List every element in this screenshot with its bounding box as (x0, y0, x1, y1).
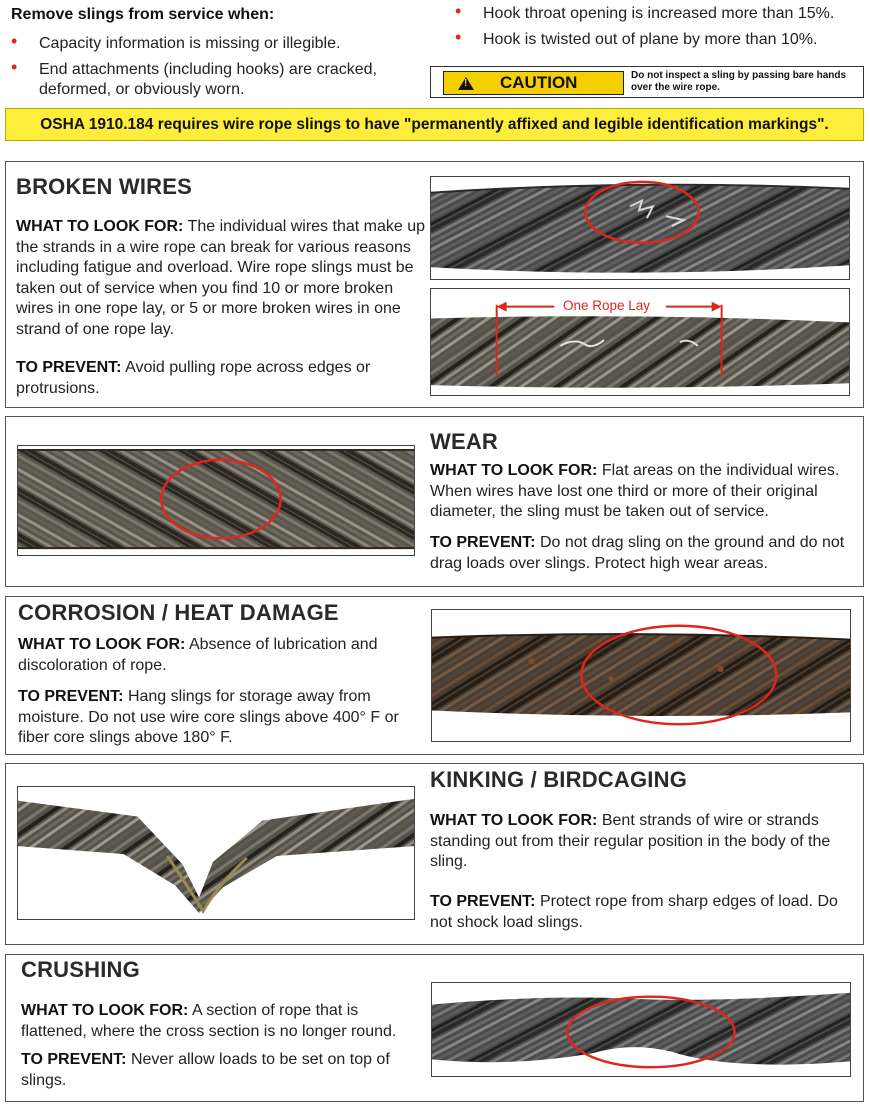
list-item (455, 1, 865, 24)
wear-photo (17, 445, 415, 556)
section-title: CORROSION / HEAT DAMAGE (18, 600, 339, 625)
section-title: BROKEN WIRES (16, 174, 192, 199)
bullet-icon: • (455, 1, 462, 21)
look-for-body: Flat areas on the individual wires. When wires have lost one third or more of their original diameter, the sling must be taken out of service. (430, 462, 840, 520)
caution-badge (443, 71, 624, 95)
look-for-label: WHAT TO LOOK FOR: (21, 1002, 189, 1019)
look-for-body: The individual wires that make up the strands in a wire rope can break for various reasons including fatigue and overload. Wire rope slings must be taken out of service when you find 10 or more broken wires in one rope lay, or 5 or more broken wires in one strand of one rope lay. (16, 218, 425, 338)
prevent-body: Avoid pulling rope across edges or protrusions. (16, 359, 371, 397)
broken-wires-photo-closeup (430, 176, 850, 280)
look-for-text (16, 217, 426, 340)
prevent-label: TO PREVENT: (21, 1051, 127, 1068)
list-item-text: Hook is twisted out of plane by more than 10%. (483, 31, 818, 48)
section-broken-wires (5, 161, 864, 408)
look-for-text (21, 1001, 421, 1042)
look-for-label: WHAT TO LOOK FOR: (430, 462, 598, 479)
bullet-icon: • (11, 57, 18, 77)
prevent-body: Protect rope from sharp edges of load. Do not shock load slings. (430, 893, 838, 931)
look-for-text (430, 461, 850, 523)
prevent-body: Never allow loads to be set on top of slings. (21, 1051, 390, 1089)
look-for-body: Bent strands of wire or strands standing out from their regular position in the body of the sling. (430, 812, 831, 870)
caution-label: CAUTION (500, 73, 578, 92)
prevent-label: TO PREVENT: (16, 359, 122, 376)
broken-wires-photo-rope-lay (430, 288, 850, 396)
section-corrosion-heat-damage (5, 596, 864, 755)
list-item-text: End attachments (including hooks) are cracked, deformed, or obviously worn. (39, 61, 377, 98)
caution-box (430, 66, 864, 98)
removal-criteria-list-right (455, 1, 865, 56)
look-for-body: Absence of lubrication and discoloration of rope. (18, 636, 378, 674)
section-title: WEAR (430, 429, 499, 454)
rope-lay-annotation: One Rope Lay (563, 298, 651, 313)
section-crushing (5, 954, 864, 1102)
prevent-body: Hang slings for storage away from moisture. Do not use wire core slings above 400° F or fiber core slings above 180° F. (18, 688, 399, 746)
removal-criteria-title: Remove slings from service when: (11, 6, 275, 23)
look-for-text (18, 635, 423, 676)
prevent-label: TO PREVENT: (18, 688, 124, 705)
list-item-text: Hook throat opening is increased more than 15%. (483, 5, 835, 22)
look-for-label: WHAT TO LOOK FOR: (18, 636, 186, 653)
corrosion-photo (431, 609, 851, 742)
list-item (11, 57, 411, 100)
section-kinking-birdcaging (5, 763, 864, 945)
bullet-icon: • (455, 27, 462, 47)
list-item-text: Capacity information is missing or illegible. (39, 35, 341, 52)
kinking-photo (17, 786, 415, 920)
prevent-label: TO PREVENT: (430, 534, 536, 551)
section-wear (5, 416, 864, 587)
prevent-text (21, 1050, 421, 1091)
prevent-text (430, 533, 850, 574)
list-item (455, 27, 865, 50)
prevent-label: TO PREVENT: (430, 893, 536, 910)
removal-criteria-list-left (11, 31, 411, 106)
prevent-text (430, 892, 850, 933)
crushing-photo (431, 982, 851, 1077)
section-title: CRUSHING (21, 957, 140, 982)
warning-triangle-icon (458, 77, 474, 90)
osha-notice-banner: OSHA 1910.184 requires wire rope slings to have "permanently affixed and legible identification markings". (5, 108, 864, 141)
prevent-text (16, 358, 426, 399)
prevent-text (18, 687, 423, 749)
prevent-body: Do not drag sling on the ground and do not drag loads over slings. Protect high wear areas. (430, 534, 845, 572)
look-for-text (430, 811, 850, 873)
caution-note: Do not inspect a sling by passing bare hands over the wire rope. (631, 70, 847, 93)
list-item (11, 31, 411, 54)
look-for-body: A section of rope that is flattened, where the cross section is no longer round. (21, 1002, 397, 1040)
section-title: KINKING / BIRDCAGING (430, 767, 687, 792)
bullet-icon: • (11, 31, 18, 51)
look-for-label: WHAT TO LOOK FOR: (16, 218, 184, 235)
look-for-label: WHAT TO LOOK FOR: (430, 812, 598, 829)
